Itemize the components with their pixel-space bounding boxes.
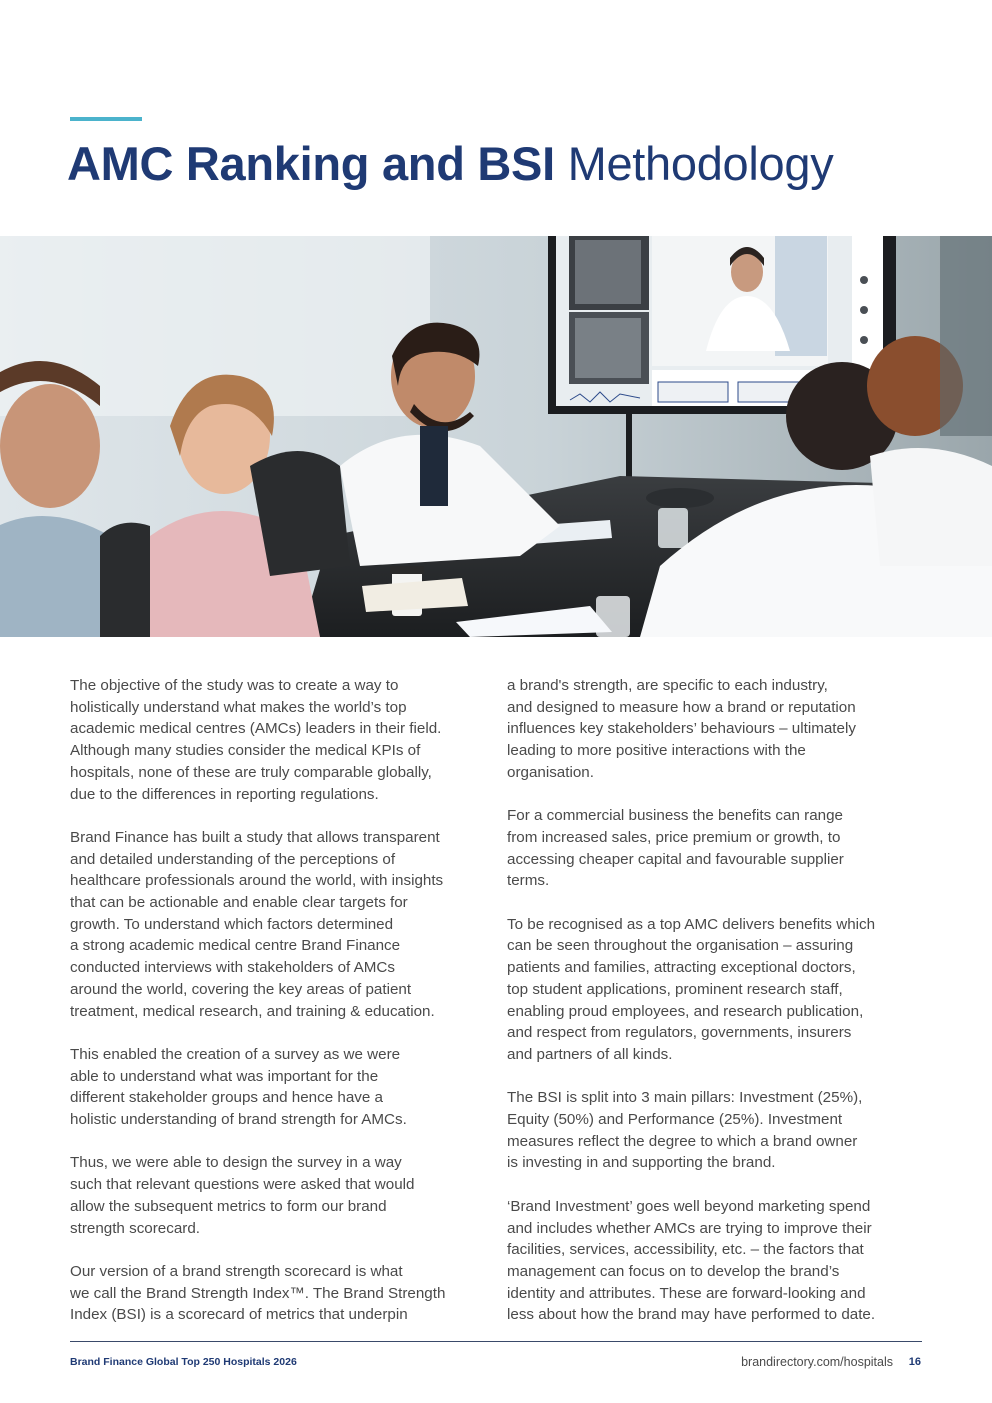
footer-publication-title: Brand Finance Global Top 250 Hospitals 2026 <box>70 1356 297 1368</box>
paragraph: The objective of the study was to create a way to holistically understand what makes the world’s top academic medical centres (AMCs) leaders in their field. Although many studies consider the medical KPIs of hospitals, none of these are truly comparable globally, due to the differences in reporting regulations. <box>70 677 442 803</box>
paragraph: For a commercial business the benefits can range from increased sales, price premium or growth, to accessing cheaper capital and favourable supplier terms. <box>507 807 844 890</box>
footer-divider <box>70 1341 922 1342</box>
left-text-column <box>70 675 490 1348</box>
paragraph: a brand's strength, are specific to each industry, and designed to measure how a brand or reputation influences key stakeholders’ behaviours – ultimately leading to more positive interactions with the organisation. <box>507 677 856 781</box>
paragraph: The BSI is split into 3 main pillars: Investment (25%), Equity (50%) and Performance (25%). Investment measures reflect the degree to which a brand owner is investing in and supporting the brand. <box>507 1089 863 1172</box>
page-title-regular: Methodology <box>567 137 834 190</box>
page-title-bold: AMC Ranking and BSI <box>67 137 555 190</box>
meeting-photo <box>0 236 992 637</box>
paragraph: Brand Finance has built a study that allows transparent and detailed understanding of the perceptions of healthcare professionals around the world, with insights that can be actionable and enable clear targets for growth. To understand which factors determined a strong academic medical centre Brand Finance conducted interviews with stakeholders of AMCs around the world, covering the key areas of patient treatment, medical research, and training & education. <box>70 828 444 1020</box>
page-title <box>67 136 833 192</box>
paragraph: This enabled the creation of a survey as we were able to understand what was important for the different stakeholder groups and hence have a holistic understanding of brand strength for AMCs. <box>70 1045 407 1129</box>
paragraph: Thus, we were able to design the survey in a way such that relevant questions were asked that would allow the subsequent metrics to form our brand strength scorecard. <box>70 1154 415 1237</box>
right-text-column <box>507 675 919 1348</box>
paragraph: To be recognised as a top AMC delivers benefits which can be seen throughout the organisation – assuring patients and families, attracting exceptional doctors, top student applications, prominent research staff, enabling proud employees, and research publication, and respect from regulators, governments, insurers and partners of all kinds. <box>507 915 876 1063</box>
paragraph: ‘Brand Investment’ goes well beyond marketing spend and includes whether AMCs are trying to improve their facilities, services, accessibility, etc. – the factors that management can focus on to develop the brand’s identity and attributes. These are forward-looking and less about how the brand may have performed to date. <box>507 1197 876 1324</box>
page-number: 16 <box>908 1356 921 1368</box>
title-accent-bar <box>70 117 142 121</box>
paragraph: Our version of a brand strength scorecard is what we call the Brand Strength Index™. The Brand Strength Index (BSI) is a scorecard of metrics that underpin <box>70 1262 446 1324</box>
footer-website-link[interactable]: brandirectory.com/hospitals <box>741 1355 893 1369</box>
